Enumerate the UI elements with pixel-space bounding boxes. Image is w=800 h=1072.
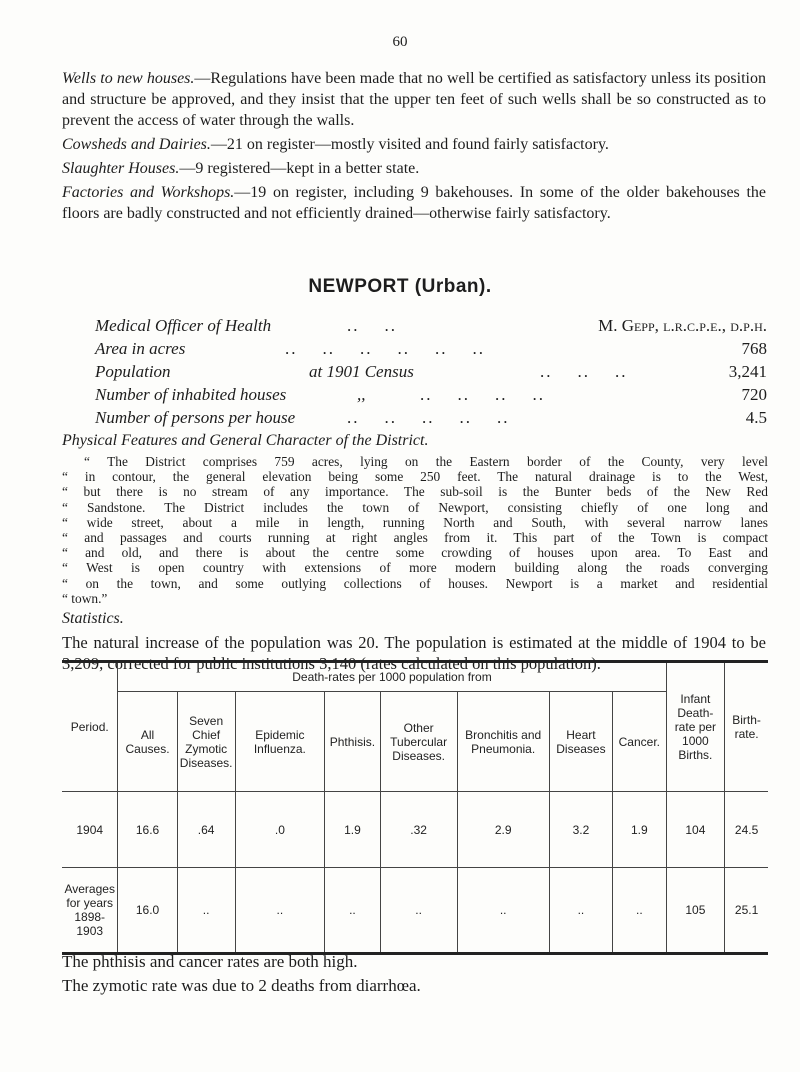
quote-line: “ wide street, about a mile in length, running North and South, with several narrow lanes [62,514,768,530]
fact-label: Number of inhabited houses [95,385,287,404]
birth-rate-cell: 24.5 [725,792,768,868]
district-heading: NEWPORT (Urban). [308,276,492,297]
fact-label: Area in acres [95,339,186,358]
quote-line: “ The District comprises 759 acres, lying on the Eastern border of the County, very level [84,454,768,469]
paragraph-text: —19 on register, including 9 bakehouses. In some of the older bakehouses the floors are badly constructed and not efficiently drained—otherwise fairly satisfactory. [62,184,766,222]
quote-line: “ and old, and there is about the centre some crowding of houses upon area. To East and [62,545,768,561]
column-header: Bronchitis and Pneumonia. [457,692,549,792]
infant-deathrate-header: Infant Death-rate per 1000 Births. [666,662,725,792]
rate-cell: 1.9 [325,792,381,868]
rate-cell: 1.9 [613,792,666,868]
rate-cell: .. [380,868,457,954]
rate-cell: .. [177,868,235,954]
rate-cell: 2.9 [457,792,549,868]
district-description-quote [62,454,768,606]
quote-line: “ Sandstone. The District includes the town of Newport, consisting chiefly of one long and [62,499,768,515]
table-row [62,792,768,868]
rate-cell: 16.6 [118,792,177,868]
column-header: Phthisis. [325,692,381,792]
footnote-zymotic: The zymotic rate was due to 2 deaths from diarrhœa. [62,976,421,995]
paragraph-slaughter [62,158,766,179]
statistics-text: The natural increase of the population was 20. The population is estimated at the middle of 1904 to be 3,209, corrected for public institutions 3,140 (rates calculated on this population). [62,633,766,673]
fact-qualifier: at 1901 Census [309,362,414,381]
fact-value: 768 [741,339,767,358]
paragraph-lead: Factories and Workshops. [62,184,235,201]
rate-cell: .64 [177,792,235,868]
rate-cell: 3.2 [549,792,612,868]
quote-line: “ West is open country with extensions of more modern building along the roads converging [62,560,768,576]
rate-cell: 16.0 [118,868,177,954]
column-header: Seven Chief Zymotic Diseases. [177,692,235,792]
fact-value: M. Gepp, l.r.c.p.e., d.p.h. [598,316,767,335]
paragraph-cowsheds [62,134,766,155]
paragraph-factories [62,182,766,224]
fact-medical-officer: Medical Officer of Health .. .. M. Gepp, l.r.c.p.e., d.p.h. [95,316,767,335]
table-row [62,868,768,954]
quote-line: “ on the town, and some outlying collections of houses. Newport is a market and residential [62,575,768,591]
birth-rate-header: Birth-rate. [725,662,768,792]
physical-features-heading: Physical Features and General Character of the District. [62,432,429,449]
fact-persons: Number of persons per house .. .. .. .. .. 4.5 [95,408,767,427]
fact-label: Medical Officer of Health [95,316,272,335]
period-header: Period. [62,662,118,792]
period-cell: Averages for years 1898-1903 [62,868,118,954]
fact-qualifier: ,, [357,385,366,404]
rate-cell: .0 [235,792,325,868]
fact-value: 720 [741,385,767,404]
quote-line: “ but there is no stream of any importance. The sub-soil is the Bunter beds of the New Red [62,484,768,500]
infant-rate-cell: 105 [666,868,725,954]
paragraph-lead: Wells to new houses. [62,70,195,87]
paragraph-text: —Regulations have been made that no well be certified as satisfactory unless its position and structure be approved, and they insist that the upper ten feet of such wells shall be so constructed as to prevent the access of water through the walls. [62,70,766,129]
period-cell: 1904 [62,792,118,868]
fact-label: Population [95,362,171,381]
fact-population: Population at 1901 Census .. .. .. 3,241 [95,362,767,381]
fact-value: 3,241 [728,362,767,381]
column-header: Other Tubercular Diseases. [380,692,457,792]
column-header: Cancer. [613,692,666,792]
fact-label: Number of persons per house [95,408,296,427]
infant-rate-cell: 104 [666,792,725,868]
rate-cell: .32 [380,792,457,868]
quote-line: “ and passages and courts running at right angles from it. This part of the Town is compact [62,530,768,546]
rate-cell: .. [235,868,325,954]
quote-line: “ in contour, the general elevation being some 250 feet. The natural drainage is to the West, [62,469,768,485]
column-header: All Causes. [118,692,177,792]
footnote-phthisis: The phthisis and cancer rates are both high. [62,952,358,971]
paragraph-text: —9 registered—kept in a better state. [179,160,420,177]
death-rates-group-header: Death-rates per 1000 population from [118,662,666,692]
fact-houses: Number of inhabited houses ,, .. .. .. .. 720 [95,385,767,404]
rate-cell: .. [325,868,381,954]
fact-area: Area in acres .. .. .. .. .. .. 768 [95,339,767,358]
birth-rate-cell: 25.1 [725,868,768,954]
column-header: Epidemic Influenza. [235,692,325,792]
district-facts [95,316,767,431]
quote-line: “ town.” [62,590,108,606]
paragraph-wells [62,68,766,131]
fact-value: 4.5 [745,408,767,427]
paragraph-text: —21 on register—mostly visited and found fairly satisfactory. [210,136,609,153]
paragraph-lead: Slaughter Houses. [62,160,180,177]
rate-cell: .. [613,868,666,954]
page-number: 60 [392,34,408,50]
rate-cell: .. [457,868,549,954]
paragraph-lead: Cowsheds and Dairies. [62,136,211,153]
column-header: Heart Diseases [549,692,612,792]
death-rates-table [62,660,768,955]
rate-cell: .. [549,868,612,954]
statistics-heading: Statistics. [62,610,124,627]
